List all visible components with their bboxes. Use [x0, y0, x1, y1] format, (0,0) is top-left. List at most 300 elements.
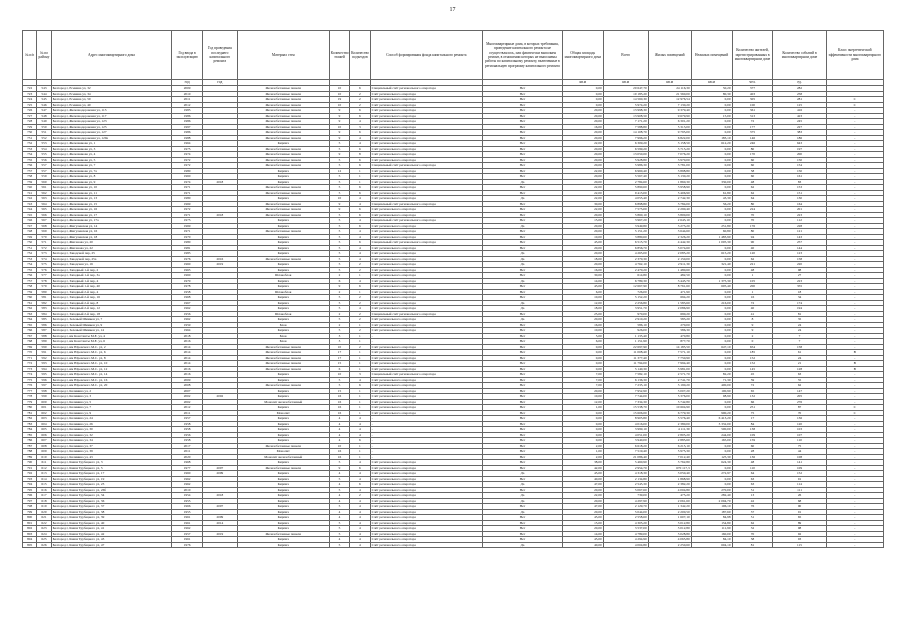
cell-area-nonliving: 251,80 — [691, 223, 732, 229]
cell-address: Белгород г, Железнякова ул, 7а — [51, 168, 172, 174]
cell-year-built: 1974 — [172, 152, 203, 158]
cell-num: 771 — [23, 355, 37, 361]
cell-year-built: 2012 — [172, 102, 203, 108]
cell-floors: 5 — [329, 179, 349, 185]
cell-area-all: 4 016,00 — [603, 421, 648, 427]
cell-floors: 4 — [329, 537, 349, 543]
cell-wall-material: Шлакоблок — [237, 289, 329, 295]
cell-num: 784 — [23, 427, 37, 433]
cell-area-nonliving: 282,40 — [691, 493, 732, 499]
cell-wall-material: Железобетонные панели — [237, 119, 329, 125]
cell-emergency: Нет — [483, 267, 563, 273]
cell-emergency: Нет — [483, 427, 563, 433]
cell-emergency: Нет — [483, 311, 563, 317]
cell-wall-material: Кирпич — [237, 278, 329, 284]
cell-entrances: 4 — [350, 421, 370, 427]
cell-emergency: Нет — [483, 102, 563, 108]
cell-area-living: 2 380,00 — [648, 421, 691, 427]
cell-area-living: 8 761,60 — [648, 284, 691, 290]
cell-area-total: 42,00 — [562, 465, 603, 471]
cell-area-living: 2 382,20 — [648, 482, 691, 488]
cell-fund-method: Счёт регионального оператора — [370, 322, 482, 328]
cell-residents: 109 — [732, 432, 773, 438]
cell-area-all: 4 297,90 — [603, 498, 648, 504]
cell-area-living: 670 117,3 — [648, 465, 691, 471]
cell-residents: 0 — [732, 339, 773, 345]
cell-emergency: Да — [483, 256, 563, 262]
cell-wall-material: Кирпич — [237, 498, 329, 504]
cell-address: Белгород г, Калинина ул, 7 — [51, 405, 172, 411]
cell-address: Белгород г, Западный 2-й пер, 4 — [51, 289, 172, 295]
cell-emergency: Нет — [483, 339, 563, 345]
cell-risk: 109 — [773, 465, 826, 471]
cell-area-nonliving: 84,10 — [691, 537, 732, 543]
cell-area-nonliving: 615,20 — [691, 251, 732, 257]
cell-num-district: 575 — [37, 262, 51, 268]
cell-floors: 5 — [329, 240, 349, 246]
cell-year-built: 2011 — [172, 449, 203, 455]
cell-num-district: 606 — [37, 432, 51, 438]
cell-num-district: 596 — [37, 377, 51, 383]
cell-residents: 66 — [732, 399, 773, 405]
cell-address: Белгород г, Калинина ул, 9 — [51, 410, 172, 416]
cell-fund-method: Счёт регионального оператора — [370, 179, 482, 185]
cell-floors: 5 — [329, 476, 349, 482]
cell-num: 741 — [23, 190, 37, 196]
cell-area-nonliving: 0,00 — [691, 465, 732, 471]
cell-fund-method: Счёт регионального оператора — [370, 460, 482, 466]
cell-risk: 24 — [773, 322, 826, 328]
cell-area-total: 0,00 — [562, 366, 603, 372]
cell-area-living: 9 379,40 — [648, 108, 691, 114]
cell-year-built: 1959 — [172, 322, 203, 328]
cell-num-district: 613 — [37, 471, 51, 477]
cell-fund-method: Счёт регионального оператора — [370, 185, 482, 191]
cell-area-nonliving: 0,00 — [691, 443, 732, 449]
cell-entrances: 4 — [350, 509, 370, 515]
cell-address: Белгород г, Калинина ул, 34 — [51, 438, 172, 444]
cell-emergency: Нет — [483, 273, 563, 279]
cell-fund-method: Счёт регионального оператора — [370, 306, 482, 312]
cell-area-living: 3 190,20 — [648, 383, 691, 389]
cell-area-all: 4 318,30 — [603, 471, 648, 477]
cell-area-living: 3 445,70 — [648, 278, 691, 284]
cell-area-total: 20,00 — [562, 317, 603, 323]
cell-risk: 128 — [773, 366, 826, 372]
cell-emergency: Нет — [483, 86, 563, 92]
cell-emergency: Нет — [483, 388, 563, 394]
cell-address: Белгород г, Калинина ул, 24 — [51, 416, 172, 422]
cell-entrances: 1 — [350, 273, 370, 279]
cell-risk: 63 — [773, 372, 826, 378]
cell-risk: 355 — [773, 284, 826, 290]
cell-num-district: 543 — [37, 86, 51, 92]
cell-floors: 5 — [329, 531, 349, 537]
cell-address: Белгород г, Железнякова ул, 11 — [51, 190, 172, 196]
cell-wall-material: Кирпич — [237, 262, 329, 268]
cell-fund-method: Счёт регионального оператора — [370, 509, 482, 515]
cell-wall-material: Кирпич — [237, 388, 329, 394]
cell-wall-material: Монолит железобетонный — [237, 399, 329, 405]
cell-fund-method: Счёт регионального оператора — [370, 361, 482, 367]
cell-entrances: 4 — [350, 520, 370, 526]
cell-area-nonliving: 0,00 — [691, 218, 732, 224]
cell-num-district: 595 — [37, 372, 51, 378]
cell-num: 730 — [23, 130, 37, 136]
cell-floors: 10 — [329, 196, 349, 202]
cell-floors: 9 — [329, 465, 349, 471]
cell-class: - — [826, 388, 883, 394]
cell-class: - — [826, 256, 883, 262]
cell-class: - — [826, 394, 883, 400]
cell-num-district: 549 — [37, 119, 51, 125]
cell-class: - — [826, 218, 883, 224]
cell-num-district: 545 — [37, 97, 51, 103]
cell-year-built: 1986 — [172, 113, 203, 119]
cell-area-nonliving: 0,00 — [691, 311, 732, 317]
cell-fund-method: Счёт регионального оператора — [370, 300, 482, 306]
cell-address: Белгород г, Жиганова ул, 20 — [51, 240, 172, 246]
cell-entrances: 4 — [350, 201, 370, 207]
cell-floors: 17 — [329, 355, 349, 361]
cell-area-total: 20,00 — [562, 388, 603, 394]
cell-num-district: 619 — [37, 504, 51, 510]
cell-num-district: 584 — [37, 311, 51, 317]
cell-residents: 81 — [732, 542, 773, 548]
cell-entrances: 2 — [350, 300, 370, 306]
cell-risk: 130 — [773, 196, 826, 202]
cell-emergency: Нет — [483, 212, 563, 218]
cell-residents: 58 — [732, 168, 773, 174]
cell-area-living: 270,00 — [648, 322, 691, 328]
cell-area-all: 15 606,00 — [603, 410, 648, 416]
cell-emergency: Нет — [483, 295, 563, 301]
cell-emergency: Нет — [483, 284, 563, 290]
cell-wall-material: Кирпич — [237, 416, 329, 422]
cell-risk: 154 — [773, 163, 826, 169]
cell-risk: 75 — [773, 443, 826, 449]
cell-fund-method: Счёт регионального оператора — [370, 174, 482, 180]
cell-wall-material: Кирпич — [237, 537, 329, 543]
cell-class: - — [826, 295, 883, 301]
cell-year-built: 1960 — [172, 262, 203, 268]
cell-area-total: 20,00 — [562, 174, 603, 180]
cell-num: 722 — [23, 86, 37, 92]
cell-residents: 375 — [732, 130, 773, 136]
cell-wall-material: Кирпич — [237, 460, 329, 466]
cell-area-nonliving: 612,20 — [691, 141, 732, 147]
cell-risk: 68 — [773, 498, 826, 504]
cell-area-living: 482,50 — [648, 273, 691, 279]
cell-residents: 152 — [732, 355, 773, 361]
header-num-district: № по району — [37, 31, 51, 80]
cell-fund-method: Счёт регионального оператора — [370, 366, 482, 372]
cell-class: - — [826, 229, 883, 235]
cell-entrances: 6 — [350, 207, 370, 213]
cell-num: 780 — [23, 405, 37, 411]
cell-num: 743 — [23, 201, 37, 207]
cell-emergency: Нет — [483, 432, 563, 438]
cell-entrances: 6 — [350, 130, 370, 136]
cell-class: - — [826, 262, 883, 268]
cell-emergency: Да — [483, 493, 563, 499]
cell-entrances: 4 — [350, 487, 370, 493]
header-fund-method: Способ формирования фонда капитального ремонта — [370, 31, 482, 80]
cell-class: - — [826, 526, 883, 532]
cell-wall-material: Монолит — [237, 410, 329, 416]
cell-wall-material: Железобетонные панели — [237, 212, 329, 218]
cell-num: 762 — [23, 306, 37, 312]
cell-address: Белгород г, Железнякова ул, 13 — [51, 196, 172, 202]
cell-floors: 16 — [329, 399, 349, 405]
cell-residents: 200 — [732, 284, 773, 290]
cell-year-built: 1968 — [172, 460, 203, 466]
cell-wall-material: Железобетонные панели — [237, 190, 329, 196]
cell-year-overhaul: 2007 — [202, 465, 237, 471]
cell-class: - — [826, 124, 883, 130]
cell-area-total: 18,00 — [562, 306, 603, 312]
cell-area-all: 7 334,30 — [603, 399, 648, 405]
cell-num-district: 583 — [37, 306, 51, 312]
cell-area-all: 4 762,10 — [603, 262, 648, 268]
cell-class: - — [826, 273, 883, 279]
cell-area-living: 694,20 — [648, 295, 691, 301]
cell-fund-method: Счёт регионального оператора — [370, 399, 482, 405]
cell-entrances: 4 — [350, 196, 370, 202]
cell-area-total: 7,00 — [562, 383, 603, 389]
cell-area-living: 3 273,20 — [648, 223, 691, 229]
cell-emergency: Нет — [483, 190, 563, 196]
cell-address: Белгород г, Железнодорожная ул, 125 — [51, 124, 172, 130]
cell-residents: 51 — [732, 515, 773, 521]
cell-floors: 5 — [329, 251, 349, 257]
cell-class: - — [826, 152, 883, 158]
cell-area-total: 47,00 — [562, 482, 603, 488]
cell-wall-material: Железобетонные панели — [237, 383, 329, 389]
cell-risk: 223 — [773, 212, 826, 218]
cell-risk: 423 — [773, 113, 826, 119]
cell-year-built: 2018 — [172, 333, 203, 339]
cell-risk: 147 — [773, 388, 826, 394]
cell-num: 781 — [23, 410, 37, 416]
cell-wall-material: Железобетонные панели — [237, 124, 329, 130]
cell-area-nonliving: 0,00 — [691, 355, 732, 361]
cell-fund-method: Счёт регионального оператора — [370, 377, 482, 383]
cell-wall-material: Блок — [237, 322, 329, 328]
cell-num: 752 — [23, 251, 37, 257]
cell-address: Белгород г, Князя Трубецкого ул, 17 — [51, 471, 172, 477]
cell-class: - — [826, 306, 883, 312]
cell-floors: 2 — [329, 322, 349, 328]
cell-area-all: 7 235,10 — [603, 383, 648, 389]
cell-num: 785 — [23, 432, 37, 438]
cell-risk: 62 — [773, 383, 826, 389]
cell-fund-method: Счёт регионального оператора — [370, 113, 482, 119]
cell-num: 772 — [23, 361, 37, 367]
cell-num-district: 625 — [37, 537, 51, 543]
cell-area-living: 2 290,40 — [648, 207, 691, 213]
cell-residents: 170 — [732, 152, 773, 158]
cell-area-all: 9 413,00 — [603, 190, 648, 196]
cell-area-living: 3 800,00 — [648, 212, 691, 218]
cell-emergency: Нет — [483, 113, 563, 119]
cell-emergency: Нет — [483, 476, 563, 482]
cell-area-living: 3 012,80 — [648, 520, 691, 526]
cell-risk: 227 — [773, 124, 826, 130]
cell-num-district: 587 — [37, 328, 51, 334]
cell-area-total: 20,00 — [562, 223, 603, 229]
cell-wall-material: Кирпич — [237, 223, 329, 229]
cell-num-district: 588 — [37, 333, 51, 339]
cell-num: 801 — [23, 520, 37, 526]
cell-area-living: 2 911,30 — [648, 262, 691, 268]
cell-wall-material: Кирпич — [237, 179, 329, 185]
cell-area-nonliving: 84,98 — [691, 515, 732, 521]
cell-floors: 9 — [329, 113, 349, 119]
cell-area-all: 7 171,20 — [603, 119, 648, 125]
cell-wall-material: Кирпич — [237, 328, 329, 334]
cell-entrances: 2 — [350, 97, 370, 103]
cell-area-living: 6 215,10 — [648, 443, 691, 449]
cell-entrances: 6 — [350, 212, 370, 218]
cell-year-built: 1954 — [172, 493, 203, 499]
cell-address: Белгород г, Железнякова ул, 4 — [51, 152, 172, 158]
cell-area-living: 2 250,60 — [648, 542, 691, 548]
cell-fund-method: Счёт регионального оператора — [370, 119, 482, 125]
cell-address: Белгород г, Железнякова ул, 17 — [51, 212, 172, 218]
cell-wall-material: Кирпич — [237, 493, 329, 499]
cell-num-district: 578 — [37, 278, 51, 284]
cell-num-district: 579 — [37, 284, 51, 290]
cell-address: Белгород г, Железнодорожная ул, 123 — [51, 119, 172, 125]
cell-area-living: 21 560,00 — [648, 91, 691, 97]
cell-area-total: 0,00 — [562, 438, 603, 444]
cell-area-nonliving: 500,00 — [691, 427, 732, 433]
cell-num: 778 — [23, 394, 37, 400]
cell-wall-material: Железобетонные панели — [237, 135, 329, 141]
cell-year-built: 1962 — [172, 526, 203, 532]
cell-area-nonliving: 98,90 — [691, 394, 732, 400]
cell-address: Белгород г, Железнякова ул, 5 — [51, 157, 172, 163]
cell-area-all: 6 856,70 — [603, 245, 648, 251]
cell-area-total: 20,00 — [562, 135, 603, 141]
cell-residents: 1 — [732, 289, 773, 295]
cell-emergency: Нет — [483, 515, 563, 521]
cell-entrances: 6 — [350, 113, 370, 119]
cell-year-built: 1961 — [172, 537, 203, 543]
cell-area-total: 10,00 — [562, 295, 603, 301]
cell-class: - — [826, 355, 883, 361]
cell-emergency: Нет — [483, 135, 563, 141]
cell-fund-method: Счёт регионального оператора — [370, 212, 482, 218]
cell-year-built: 1971 — [172, 229, 203, 235]
cell-year-built: 1988 — [172, 135, 203, 141]
cell-year-built: 1958 — [172, 427, 203, 433]
cell-num-district: 618 — [37, 498, 51, 504]
cell-floors: 4 — [329, 482, 349, 488]
cell-num-district: 581 — [37, 295, 51, 301]
cell-emergency: Нет — [483, 383, 563, 389]
cell-fund-method: Счёт регионального оператора — [370, 405, 482, 411]
cell-entrances: 4 — [350, 498, 370, 504]
cell-num-district: 614 — [37, 476, 51, 482]
cell-risk: 83 — [773, 179, 826, 185]
cell-num-district: 546 — [37, 102, 51, 108]
cell-residents: 136 — [732, 454, 773, 460]
cell-class: - — [826, 515, 883, 521]
cell-emergency: Нет — [483, 438, 563, 444]
cell-num: 747 — [23, 223, 37, 229]
header-floors: Количество этажей — [329, 31, 349, 80]
cell-area-total: 40,00 — [562, 476, 603, 482]
cell-floors: 2 — [329, 273, 349, 279]
cell-entrances: 6 — [350, 108, 370, 114]
cell-emergency: Нет — [483, 487, 563, 493]
cell-area-living: 4 442,30 — [648, 240, 691, 246]
cell-area-nonliving: 0,00 — [691, 322, 732, 328]
cell-class: - — [826, 421, 883, 427]
cell-address: Белгород г, Жигулевская ул, 18 — [51, 234, 172, 240]
cell-area-nonliving: 0,00 — [691, 482, 732, 488]
cell-num: 799 — [23, 509, 37, 515]
cell-area-living: 1 342,20 — [648, 504, 691, 510]
cell-area-total: 30,00 — [562, 273, 603, 279]
cell-address: Белгород г, Князя Трубецкого ул, 5 — [51, 465, 172, 471]
cell-num-district: 617 — [37, 493, 51, 499]
cell-year-built: 1955 — [172, 509, 203, 515]
cell-num-district: 569 — [37, 229, 51, 235]
cell-floors: 5 — [329, 306, 349, 312]
cell-entrances: 2 — [350, 317, 370, 323]
cell-area-nonliving: 0,00 — [691, 350, 732, 356]
cell-risk: 92 — [773, 531, 826, 537]
cell-residents: 361 — [732, 108, 773, 114]
cell-entrances: 3 — [350, 124, 370, 130]
cell-area-nonliving: 321,40 — [691, 262, 732, 268]
cell-area-all: 10 185,20 — [603, 91, 648, 97]
cell-area-total: 45,00 — [562, 515, 603, 521]
cell-area-living: 2 326,20 — [648, 234, 691, 240]
cell-fund-method: - — [370, 427, 482, 433]
cell-emergency: Нет — [483, 185, 563, 191]
cell-num-district: 585 — [37, 317, 51, 323]
cell-area-nonliving: 80,30 — [691, 91, 732, 97]
cell-entrances: 6 — [350, 163, 370, 169]
cell-area-nonliving: 43,30 — [691, 196, 732, 202]
cell-entrances: 2 — [350, 262, 370, 268]
cell-address: Белгород г, им Юровского М.С. ул, 8 — [51, 355, 172, 361]
cell-num: 727 — [23, 113, 37, 119]
cell-risk: 150 — [773, 157, 826, 163]
cell-emergency: Нет — [483, 372, 563, 378]
cell-num-district: 550 — [37, 124, 51, 130]
cell-num-district: 547 — [37, 108, 51, 114]
cell-num: 732 — [23, 141, 37, 147]
cell-num: 787 — [23, 443, 37, 449]
cell-risk: 18 — [773, 289, 826, 295]
cell-address: Белгород г, Жигулевская ул, 16 — [51, 229, 172, 235]
cell-area-nonliving: 183,10 — [691, 135, 732, 141]
cell-entrances: 1 — [350, 168, 370, 174]
cell-floors: 5 — [329, 256, 349, 262]
cell-area-nonliving: 2 094,70 — [691, 498, 732, 504]
cell-area-living: 1 583,60 — [648, 300, 691, 306]
cell-floors: 5 — [329, 267, 349, 273]
cell-address: Белгород г, Князя Трубецкого ул, 3 — [51, 460, 172, 466]
cell-num: 755 — [23, 267, 37, 273]
cell-area-all: 6 898,80 — [603, 201, 648, 207]
cell-entrances: 6 — [350, 482, 370, 488]
